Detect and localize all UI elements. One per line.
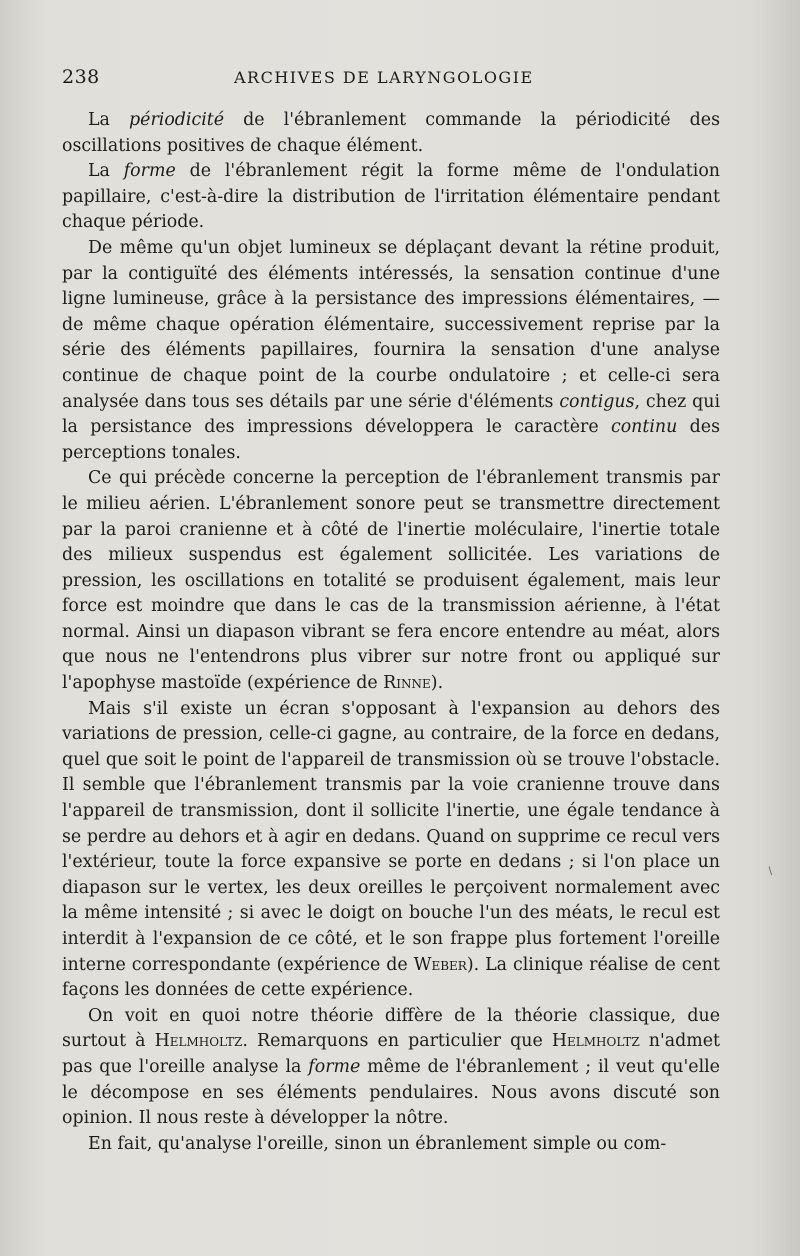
paragraph-5 [62,697,720,1004]
italic-term: forme [123,161,176,182]
body-text [62,108,720,1157]
text-run: même de l'ébranlement ; il veut qu'elle le décompose en ses éléments pendulaires. Nous avons discuté son opinion. Il nous reste à développer la nôtre. [62,1056,720,1129]
running-head [62,66,720,92]
page-number: 238 [62,66,100,88]
text-run: Mais s'il existe un écran s'opposant à l'expansion au dehors des variations de pression, celle-ci gagne, au contraire, de la force en dedans, quel que soit le point de l'appareil de transmission où se trouve l'obstacle. Il semble que l'ébranlement transmis par la voie cranienne trouve dans l'appareil de transmission, dont il sollicite l'inertie, une égale tendance à se perdre au dehors et à agir en dedans. Quand on supprime ce recul vers l'extérieur, toute la force expansive se porte en dedans ; si l'on place un diapason sur le vertex, les deux oreilles le perçoivent normalement avec la même intensité ; si avec le doigt on bouche l'un des méats, le recul est interdit à l'expansion de ce côté, et le son frappe plus fortement l'oreille interne correspondante (expérience de [62,698,720,975]
italic-term: continu [610,417,678,438]
text-run: De même qu'un objet lumineux se déplaçant devant la rétine produit, par la contiguïté des éléments intéressés, la sensation continue d'une ligne lumineuse, grâce à la persistance des impressions élémentaires, — de même chaque opération élémentaire, successivement reprise par la série des éléments papillaires, fournira la sensation d'une analyse continue de chaque point de la courbe ondulatoire ; et celle-ci sera analysée dans tous ses détails par une série d'éléments [62,237,720,412]
text-run: des perceptions tonales. [62,417,720,463]
author-name: Helmholtz [154,1031,243,1052]
italic-term: contigus [559,391,635,412]
text-run: En fait, qu'analyse l'oreille, sinon un ébranlement simple ou com- [88,1133,667,1154]
text-run: de l'ébranlement régit la forme même de l'ondulation papillaire, c'est-à-dire la distribution de l'irritation élémentaire pendant chaque période. [62,161,720,233]
text-run: La [88,110,130,130]
text-run: ). [430,673,444,694]
italic-term: forme [308,1056,361,1077]
text-run: Ce qui précède concerne la perception de l'ébranlement transmis par le milieu aérien. L'ébranlement sonore peut se transmettre directement par la paroi cranienne et à côté de l'inertie moléculaire, l'inertie totale des milieux suspendus est également sollicitée. Les variations de pression, les oscillations en totalité se produisent également, mais leur force est moindre que dans le cas de la transmission aérienne, à l'état normal. Ainsi un diapason vibrant se fera encore entendre au méat, alors que nous ne l'entendrons plus vibrer sur notre front ou appliqué sur l'apophyse mastoïde (expérience de [62,468,720,694]
paragraph-6 [62,1004,720,1132]
margin-mark: \ [768,866,772,877]
text-run: On voit en quoi notre théorie diffère de la théorie classique, due surtout à [62,1005,720,1052]
journal-title: ARCHIVES DE LARYNGOLOGIE [234,68,534,87]
paragraph-3 [62,236,720,466]
text-run: La [88,161,124,182]
text-run: , chez qui la persistance des impressions développera le caractère [62,391,721,438]
text-run: n'admet pas que l'oreille analyse la [62,1031,720,1077]
italic-term: périodicité [129,110,225,130]
text-run: de l'ébranlement commande la périodicité des oscillations positives de chaque élément. [62,110,720,156]
author-name: Helmholtz [551,1031,640,1052]
paragraph-2 [62,159,720,236]
author-name: Weber [413,954,467,975]
text-run: ). La clinique réalise de cent façons les données de cette expérience. [62,954,720,1001]
author-name: Rinne [383,673,431,694]
text-run: . Remarquons en particulier que [242,1031,552,1052]
paragraph-1 [62,108,720,159]
paragraph-7 [62,1132,720,1158]
paragraph-4 [62,466,720,696]
